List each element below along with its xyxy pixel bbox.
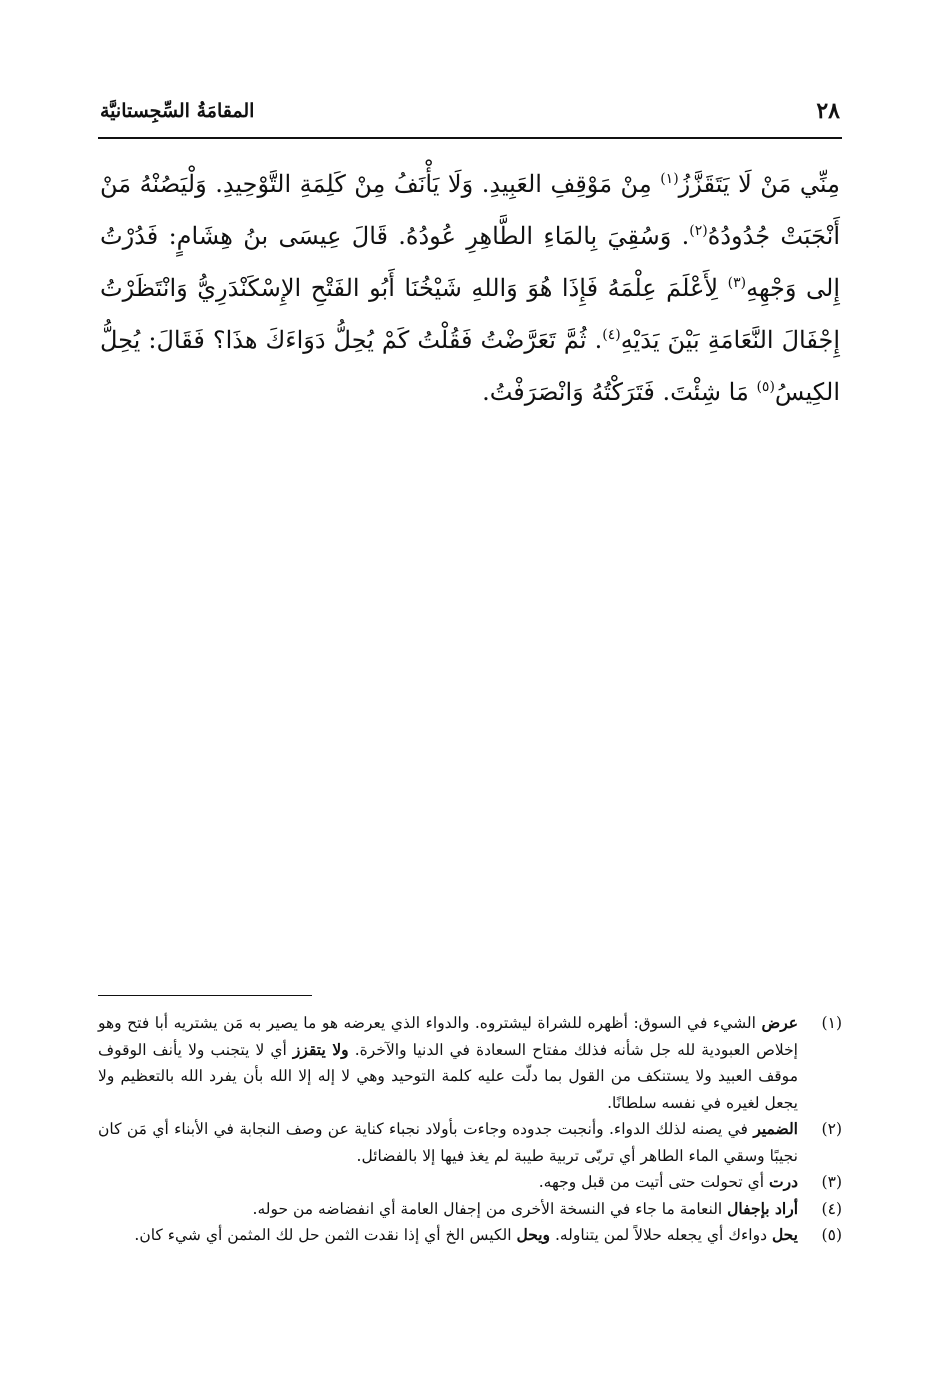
footnote-divider bbox=[98, 995, 312, 996]
footnote-body: أي تحولت حتى أتيت من قبل وجهه. bbox=[538, 1173, 770, 1191]
footnote-5 bbox=[98, 1222, 842, 1249]
footnote-text bbox=[98, 1116, 798, 1169]
footnote-keyword: درت bbox=[769, 1172, 798, 1191]
main-text-body bbox=[100, 158, 840, 418]
text-segment: مِنْ مَوْقِفِ العَبِيدِ. وَلَا يَأْنَفُ مِنْ كَلِمَةِ التَّوْحِيدِ. وَلْيَصُنْهُ مَنْ أَنْجَبَتْ جُدُودُهُ bbox=[100, 170, 841, 250]
footnote-text bbox=[98, 1010, 798, 1116]
footnote-number: (١) bbox=[821, 1014, 842, 1032]
text-segment: لِأَعْلَمَ عِلْمَهُ فَإِذَا هُوَ وَاللهِ شَيْخُنَا أَبُو الفَتْحِ الإِسْكَنْدَرِيُّ وَانْتَظَرْتُ إِجْفَالَ النَّعَامَةِ بَيْنَ يَدَيْهِ bbox=[100, 274, 840, 354]
footnote-keyword: يحل bbox=[771, 1225, 798, 1244]
footnote-keyword: ولا يتقزز bbox=[292, 1039, 349, 1059]
footnote-2 bbox=[98, 1116, 842, 1169]
text-segment: مَا شِئْتَ. فَتَرَكْتُهُ وَانْصَرَفْتُ. bbox=[482, 378, 757, 406]
footnote-keyword: أراد بإجفال bbox=[727, 1198, 798, 1218]
text-segment: . ثُمَّ تَعَرَّضْتُ فَقُلْتُ كَمْ يُحِلُّ دَوَاءَكَ هذَا؟ فَقَالَ: يُحِلُّ الكِيسُ bbox=[100, 326, 840, 406]
footnote-body: أي لا يتجنب ولا يأنف الوقوف موقف العبيد ولا يستنكف من القول بما دلّت عليه كلمة التوحيد وهي لا إله إلا الله بأن يفرد الله بالتعظيم ولا يجعل لغيره في نفسه سلطانًا. bbox=[98, 1040, 798, 1112]
footnote-4 bbox=[98, 1196, 842, 1223]
footnote-keyword: ويحل bbox=[516, 1225, 551, 1244]
footnote-text bbox=[98, 1169, 798, 1196]
footnote-number: (٤) bbox=[821, 1199, 842, 1218]
footnote-number: (٣) bbox=[821, 1173, 842, 1191]
footnote-3 bbox=[98, 1169, 842, 1196]
running-title: المقامَةُ السِّجِستانيَّة bbox=[100, 100, 255, 122]
main-paragraph bbox=[100, 158, 840, 418]
footnotes-section bbox=[98, 1010, 842, 1249]
footnote-number: (٥) bbox=[821, 1226, 842, 1244]
footnote-ref-5[interactable]: (٥) bbox=[756, 379, 775, 395]
footnote-ref-1[interactable]: (١) bbox=[660, 171, 679, 187]
footnote-ref-3[interactable]: (٣) bbox=[727, 275, 747, 291]
text-segment: . وَسُقِيَ بِالمَاءِ الطَّاهِرِ عُودُهُ. قَالَ عِيسَى بنُ هِشَامٍ: فَدُرْتُ إِلى وَجْهِهِ bbox=[100, 222, 841, 302]
footnote-text bbox=[98, 1222, 798, 1249]
footnote-body: الكيس الخ أي إذا نقدت الثمن حل لك المثمن أي شيء كان. bbox=[134, 1226, 517, 1244]
footnote-ref-2[interactable]: (٢) bbox=[689, 223, 708, 239]
header-divider bbox=[98, 137, 842, 139]
footnote-text bbox=[98, 1196, 798, 1223]
footnote-keyword: عرض bbox=[761, 1013, 798, 1032]
footnote-number: (٢) bbox=[821, 1120, 842, 1138]
footnote-body: النعامة ما جاء في النسخة الأخرى من إجفال العامة أي انفضاضه من حوله. bbox=[252, 1199, 728, 1218]
footnote-body: في يصنه لذلك الدواء. وأنجبت جدوده وجاءت بأولاد نجباء كناية عن وصف النجابة في الأبناء أي مَن كان نجيبًا وسقي الماء الطاهر أي تربّى تربية طيبة لم يغذ فيها إلا بالفضائل. bbox=[98, 1120, 798, 1165]
text-segment: مِنِّي مَنْ لَا يَتَقَزَّزُ bbox=[678, 170, 841, 198]
footnote-1 bbox=[98, 1010, 842, 1116]
page-number: ٢٨ bbox=[816, 98, 840, 124]
footnote-keyword: الضمير bbox=[753, 1119, 798, 1138]
footnote-body: الشيء في السوق: أظهره للشراة ليشتروه. والدواء الذي يعرضه هو ما يصير به مَن يشتريه أبا فتح وهو إخلاص العبودية لله جل شأنه فذلك مفتاح السعادة في الدنيا والآخرة. bbox=[98, 1014, 798, 1059]
footnote-body: دواءك أي يجعله حلالاً لمن يتناوله. bbox=[550, 1226, 772, 1244]
page-header bbox=[100, 96, 840, 128]
footnote-ref-4[interactable]: (٤) bbox=[602, 327, 621, 343]
